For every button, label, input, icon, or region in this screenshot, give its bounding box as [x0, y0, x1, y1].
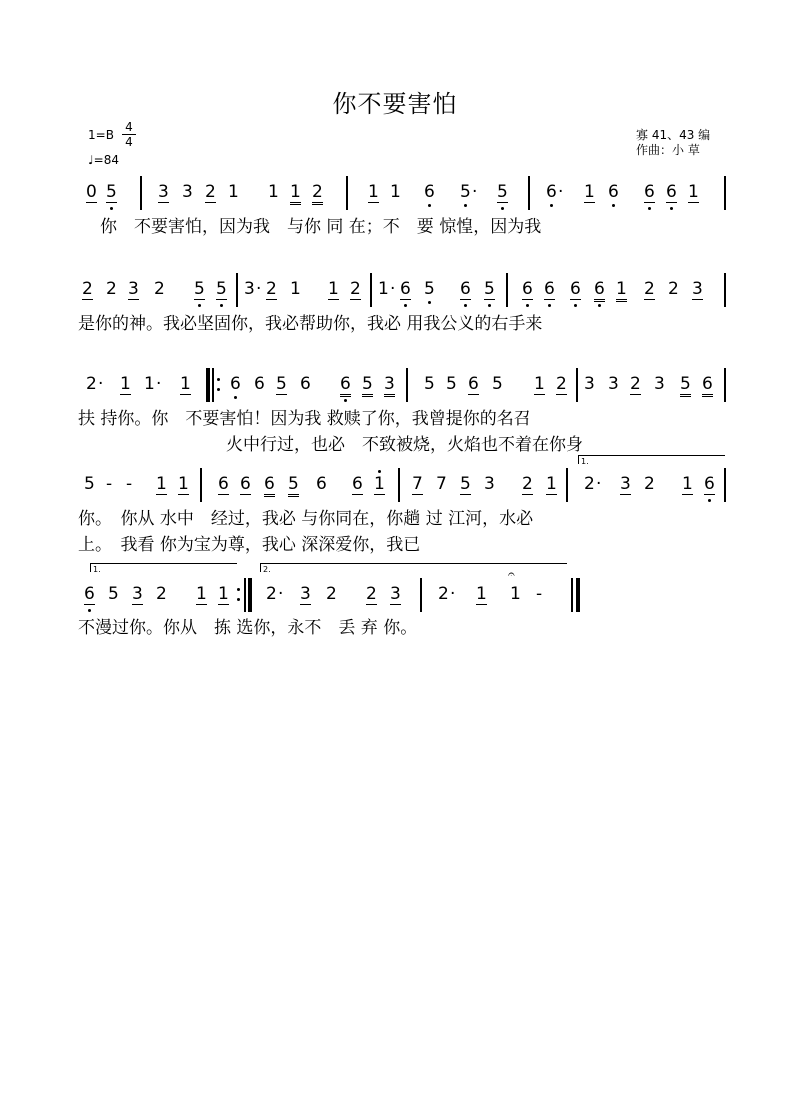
low-octave-dot [548, 304, 551, 307]
note: 6 [704, 474, 715, 495]
repeat-dot [217, 388, 220, 391]
note: 2 [630, 374, 641, 394]
note: 3 [692, 279, 703, 299]
note: 6 [546, 182, 557, 202]
note: 5 [276, 374, 287, 394]
note: 1 [120, 374, 131, 394]
low-octave-dot [344, 399, 347, 402]
note: 6 [400, 279, 411, 300]
note: 2 [106, 279, 117, 299]
note: 2 [366, 584, 377, 604]
note: 2 [326, 584, 337, 604]
time-signature-bottom: 4 [125, 135, 133, 149]
note: 5 [497, 182, 508, 203]
repeat-dot [237, 588, 240, 591]
note: 6 [544, 279, 555, 300]
note: 5 [680, 374, 691, 397]
note: 2 [644, 279, 655, 299]
barline [236, 273, 238, 307]
note: 0 [86, 182, 97, 202]
composer-credit: 作曲：小 草 [636, 143, 700, 157]
note: 6 [84, 584, 95, 605]
dotted-note-mark: · [256, 279, 262, 299]
note: 5 [424, 279, 435, 299]
high-octave-dot [378, 470, 381, 473]
note: 6 [316, 474, 327, 494]
note: 3 [300, 584, 311, 604]
low-octave-dot [428, 301, 431, 304]
note: 5 [194, 279, 205, 300]
note: 3 [132, 584, 143, 604]
note: 5 [446, 374, 457, 394]
note: 1 [368, 182, 379, 202]
note: 2 [644, 474, 655, 494]
note: 1 [196, 584, 207, 604]
barline [248, 578, 252, 612]
dotted-note-mark: · [390, 279, 396, 299]
notation-row-4 [0, 474, 790, 502]
note: 1 [156, 474, 167, 494]
note: 6 [300, 374, 311, 394]
low-octave-dot [550, 204, 553, 207]
low-octave-dot [110, 207, 113, 210]
dotted-note-mark: · [558, 182, 564, 202]
volta-second-bracket: 2. [260, 563, 567, 572]
note: 1 [374, 474, 385, 495]
note: 1 [682, 474, 693, 494]
note-extension: - [126, 474, 133, 494]
barline [370, 273, 372, 307]
note: 3 [620, 474, 631, 494]
time-signature [122, 120, 136, 149]
barline [724, 273, 726, 307]
low-octave-dot [220, 304, 223, 307]
barline [724, 468, 726, 502]
barline [406, 368, 408, 402]
repeat-dot [217, 378, 220, 381]
note: 6 [644, 182, 655, 203]
note: 6 [352, 474, 363, 494]
note: 3 [384, 374, 395, 397]
note: 3 [608, 374, 619, 394]
barline [398, 468, 400, 502]
low-octave-dot [88, 609, 91, 612]
credits [636, 128, 710, 158]
note: 6 [594, 279, 605, 302]
note: 1 [510, 584, 521, 604]
note: 3 [390, 584, 401, 604]
note: 1 [178, 474, 189, 494]
barline [206, 368, 210, 402]
notation-row-3 [0, 374, 790, 402]
notation-row-1 [0, 182, 790, 210]
arranger-credit: 寡 41、43 编 [636, 128, 711, 142]
note: 2 [312, 182, 323, 205]
dotted-note-mark: · [450, 584, 456, 604]
note: 6 [666, 182, 677, 203]
barline [244, 578, 246, 612]
note: 6 [608, 182, 619, 202]
note: 5 [424, 374, 435, 394]
low-octave-dot [234, 396, 237, 399]
note: 2 [205, 182, 216, 202]
volta-first-bracket-a: 1. [578, 455, 725, 464]
note: 1 [328, 279, 339, 299]
note: 6 [240, 474, 251, 494]
note: 1 [390, 182, 401, 202]
notation-row-2 [0, 279, 790, 307]
low-octave-dot [670, 207, 673, 210]
dotted-note-mark: · [98, 374, 104, 394]
note: 1 [218, 584, 229, 604]
dotted-note-mark: · [596, 474, 602, 494]
note: 1 [268, 182, 279, 202]
note: 1 [546, 474, 557, 494]
volta-first-bracket-b: 1. [90, 563, 237, 572]
note: 5 [492, 374, 503, 394]
barline [724, 176, 726, 210]
note: 1 [228, 182, 239, 202]
note: 3 [182, 182, 193, 202]
barline [566, 468, 568, 502]
note: 2 [556, 374, 567, 394]
note: 1 [378, 279, 389, 299]
note: 2 [584, 474, 595, 494]
note: 7 [412, 474, 423, 494]
note: 3 [654, 374, 665, 394]
note: 7 [436, 474, 447, 494]
note: 5 [216, 279, 227, 300]
note: 1 [290, 279, 301, 299]
repeat-dot [237, 598, 240, 601]
low-octave-dot [404, 304, 407, 307]
notation-row-5 [0, 584, 790, 612]
low-octave-dot [574, 304, 577, 307]
low-octave-dot [708, 499, 711, 502]
note: 2 [266, 584, 277, 604]
dotted-note-mark: · [472, 182, 478, 202]
note: 1 [688, 182, 699, 202]
note: 5 [362, 374, 373, 397]
low-octave-dot [464, 204, 467, 207]
note: 6 [460, 279, 471, 300]
note: 5 [288, 474, 299, 497]
note: 1 [180, 374, 191, 394]
dotted-note-mark: · [278, 584, 284, 604]
note: 6 [218, 474, 229, 494]
low-octave-dot [488, 304, 491, 307]
key-signature: 1=B [88, 128, 114, 142]
note: 5 [484, 279, 495, 300]
note: 5 [460, 182, 471, 202]
note: 2 [438, 584, 449, 604]
barline [724, 368, 726, 402]
note: 1 [584, 182, 595, 202]
low-octave-dot [428, 204, 431, 207]
note: 1 [290, 182, 301, 205]
note: 3 [158, 182, 169, 202]
note: 6 [254, 374, 265, 394]
note: 2 [522, 474, 533, 494]
note: 3 [584, 374, 595, 394]
note: 2 [86, 374, 97, 394]
note: 6 [264, 474, 275, 497]
note: 6 [570, 279, 581, 300]
note: 6 [468, 374, 479, 394]
barline [346, 176, 348, 210]
dotted-note-mark: · [156, 374, 162, 394]
note: 3 [244, 279, 255, 299]
note: 2 [154, 279, 165, 299]
barline [576, 368, 578, 402]
low-octave-dot [198, 304, 201, 307]
barline [576, 578, 580, 612]
low-octave-dot [526, 304, 529, 307]
note: 5 [84, 474, 95, 494]
note: 3 [484, 474, 495, 494]
note: 6 [230, 374, 241, 394]
page-title: 你不要害怕 [332, 90, 458, 118]
note: 2 [668, 279, 679, 299]
note: 6 [340, 374, 351, 397]
note: 6 [522, 279, 533, 300]
note: 2 [350, 279, 361, 299]
note-extension: - [106, 474, 113, 494]
barline [140, 176, 142, 210]
barline [420, 578, 422, 612]
note: 3 [128, 279, 139, 299]
low-octave-dot [612, 204, 615, 207]
note: 6 [424, 182, 435, 202]
note: 1 [144, 374, 155, 394]
note: 5 [460, 474, 471, 494]
low-octave-dot [648, 207, 651, 210]
low-octave-dot [598, 304, 601, 307]
quarter-note-icon: ♩ [88, 153, 94, 167]
note: 1 [476, 584, 487, 604]
low-octave-dot [501, 207, 504, 210]
note: 2 [82, 279, 93, 299]
note: 1 [616, 279, 627, 302]
note: 2 [266, 279, 277, 299]
barline [200, 468, 202, 502]
barline [212, 368, 214, 402]
barline [528, 176, 530, 210]
note: 1 [534, 374, 545, 394]
note: 5 [108, 584, 119, 604]
low-octave-dot [464, 304, 467, 307]
barline [571, 578, 573, 612]
barline [506, 273, 508, 307]
time-signature-top: 4 [125, 120, 133, 134]
note-extension: - [536, 584, 543, 604]
note: 2 [156, 584, 167, 604]
fermata-icon: 𝄐 [508, 567, 515, 581]
note: 5 [106, 182, 117, 203]
tempo-marking: ♩=84 [88, 153, 119, 167]
note: 6 [702, 374, 713, 397]
